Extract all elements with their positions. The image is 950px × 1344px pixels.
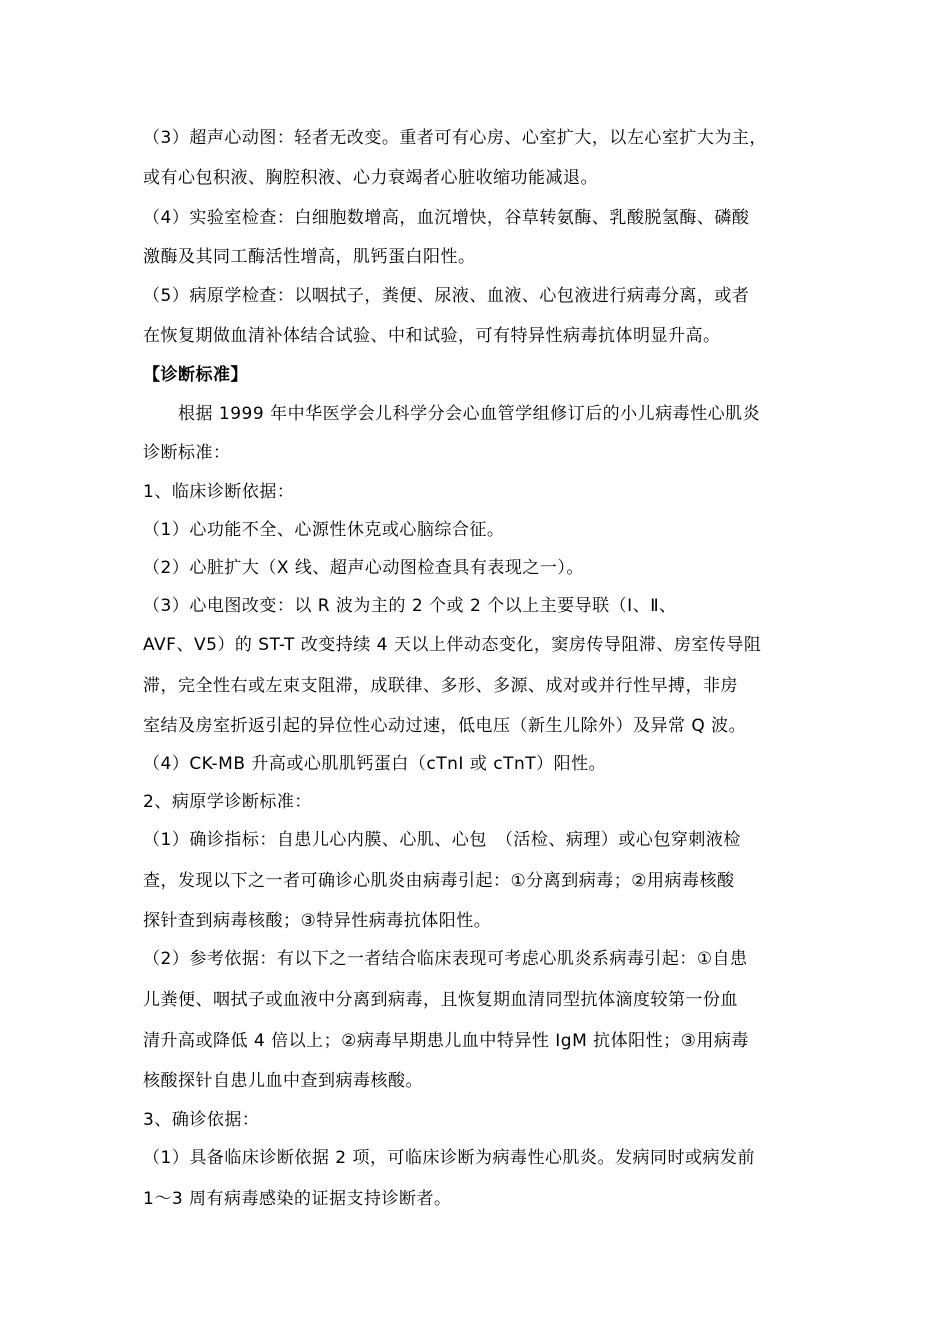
text-line: 1、临床诊断依据： (143, 482, 295, 502)
text-line: 滞，完全性右或左束支阻滞，成联律、多形、多源、成对或并行性早搏，非房 (143, 676, 738, 696)
text-line: （1）确诊指标：自患儿心内膜、心肌、心包 （活检、病理）或心包穿刺液检 (143, 830, 741, 850)
text-line: 儿粪便、咽拭子或血液中分离到病毒，且恢复期血清同型抗体滴度较第一份血 (143, 990, 738, 1010)
text-line: （1）心功能不全、心源性休克或心脑综合征。 (143, 520, 505, 540)
text-line: （4）CK-MB 升高或心肌肌钙蛋白（cTnI 或 cTnT）阳性。 (143, 754, 607, 774)
text-line: 核酸探针自患儿血中查到病毒核酸。 (143, 1071, 423, 1091)
text-line: 室结及房室折返引起的异位性心动过速，低电压（新生儿除外）及异常 Q 波。 (143, 716, 747, 736)
text-line: （4）实验室检查：白细胞数增高，血沉增快，谷草转氨酶、乳酸脱氢酶、磷酸 (143, 208, 750, 228)
section-heading: 【诊断标准】 (143, 365, 248, 385)
text-line: （5）病原学检查：以咽拭子，粪便、尿液、血液、心包液进行病毒分离，或者 (143, 286, 750, 306)
text-line: （2）参考依据：有以下之一者结合临床表现可考虑心肌炎系病毒引起：①自患 (143, 949, 748, 969)
text-line: 或有心包积液、胸腔积液、心力衰竭者心脏收缩功能减退。 (143, 168, 598, 188)
text-line: 激酶及其同工酶活性增高，肌钙蛋白阳性。 (143, 247, 476, 267)
text-line: AVF、V5）的 ST-T 改变持续 4 天以上伴动态变化，窦房传导阻滞、房室传导阻 (143, 635, 762, 655)
text-line: 1～3 周有病毒感染的证据支持诊断者。 (143, 1189, 452, 1209)
text-line: 3、确诊依据： (143, 1110, 260, 1130)
text-line: 诊断标准： (143, 443, 231, 463)
text-line: （3）心电图改变：以 R 波为主的 2 个或 2 个以上主要导联（Ⅰ、Ⅱ、 (143, 596, 677, 616)
text-line: 根据 1999 年中华医学会儿科学分会心血管学组修订后的小儿病毒性心肌炎 (143, 404, 761, 424)
text-line: 2、病原学诊断标准： (143, 792, 312, 812)
text-line: （3）超声心动图：轻者无改变。重者可有心房、心室扩大，以左心室扩大为主， (143, 128, 767, 148)
text-line: 清升高或降低 4 倍以上；②病毒早期患儿血中特异性 IgM 抗体阳性；③用病毒 (143, 1031, 749, 1051)
text-line: 查，发现以下之一者可确诊心肌炎由病毒引起：①分离到病毒；②用病毒核酸 (143, 871, 735, 891)
text-line: （2）心脏扩大（X 线、超声心动图检查具有表现之一）。 (143, 558, 584, 578)
text-line: 探针查到病毒核酸；③特异性病毒抗体阳性。 (143, 911, 492, 931)
text-line: （1）具备临床诊断依据 2 项，可临床诊断为病毒性心肌炎。发病同时或病发前 (143, 1148, 755, 1168)
text-line: 在恢复期做血清补体结合试验、中和试验，可有特异性病毒抗体明显升高。 (143, 326, 721, 346)
